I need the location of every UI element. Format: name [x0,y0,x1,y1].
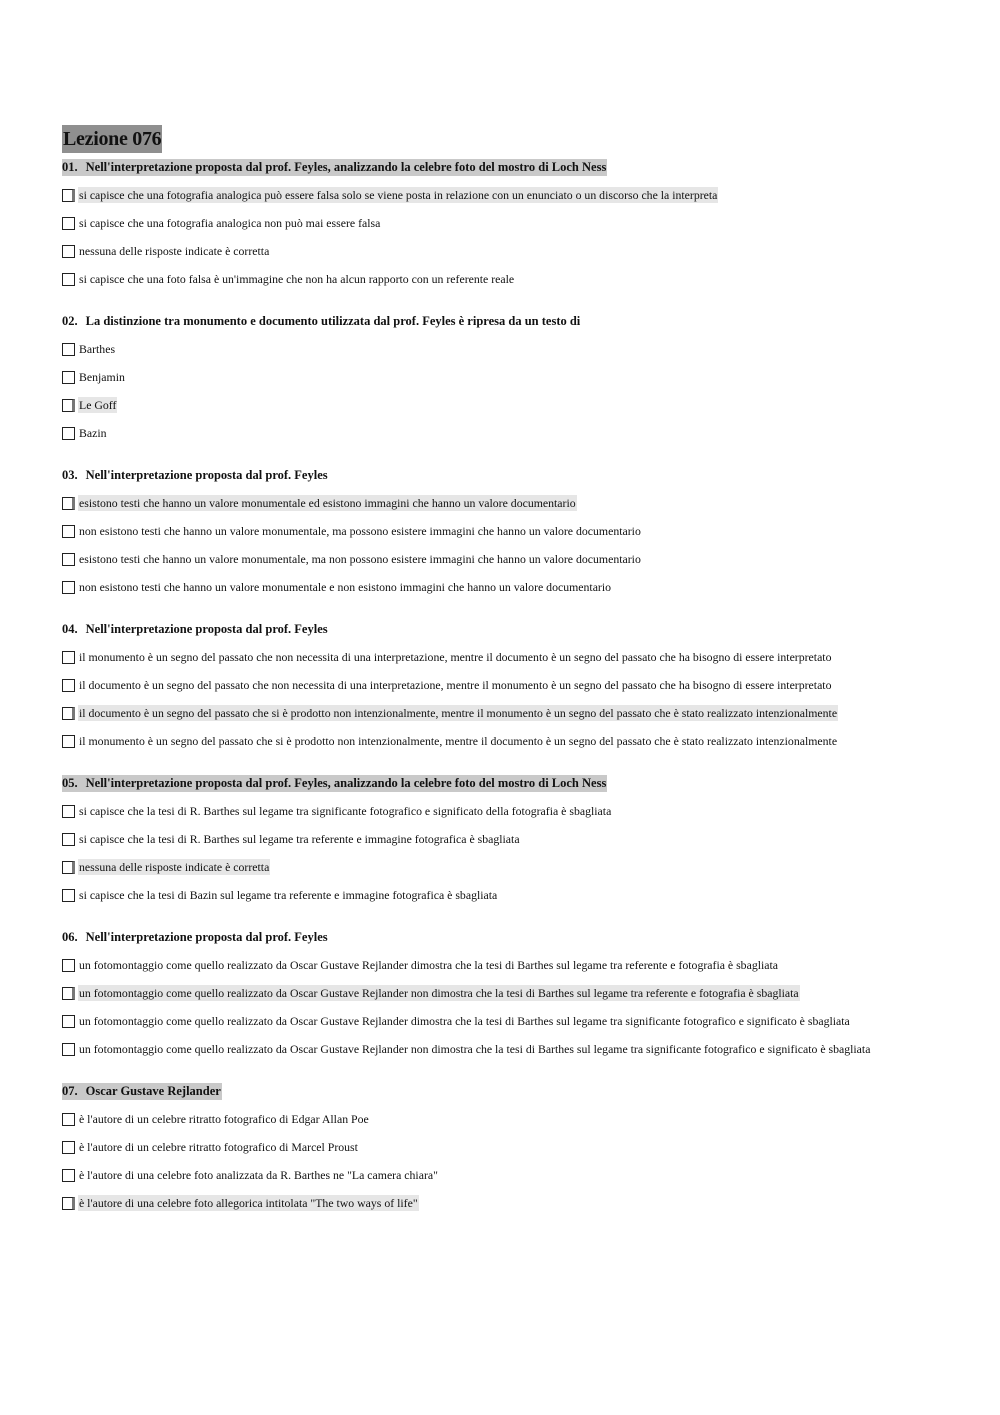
answer-option[interactable] [62,363,962,391]
question-number: 06. [62,930,78,944]
question-block [62,159,962,293]
question-block [62,775,962,909]
answer-checkbox[interactable] [62,245,75,258]
question-text: Nell'interpretazione proposta dal prof. Feyles, analizzando la celebre foto del mostro di Loch Ness [85,160,607,174]
answer-text: è l'autore di un celebre ritratto fotografico di Marcel Proust [79,1140,358,1154]
answer-checkbox[interactable] [62,651,75,664]
answer-checkbox[interactable] [62,1043,75,1056]
question-number: 01. [62,160,78,174]
answer-text: il monumento è un segno del passato che non necessita di una interpretazione, mentre il documento è un segno del passato che ha bisogno di essere interpretato [79,650,832,664]
answer-checkbox[interactable] [62,1197,75,1210]
answer-option[interactable] [62,573,962,601]
question-block [62,467,962,601]
answer-option[interactable] [62,1133,962,1161]
answer-option[interactable] [62,391,962,419]
answer-text: esistono testi che hanno un valore monumentale ed esistono immagini che hanno un valore documentario [79,496,576,510]
answer-option[interactable] [62,237,962,265]
answer-option[interactable] [62,419,962,447]
answer-checkbox[interactable] [62,525,75,538]
answer-text: si capisce che la tesi di R. Barthes sul legame tra significante fotografico e significato della fotografia è sbagliata [79,804,612,818]
answer-checkbox[interactable] [62,959,75,972]
question-heading-text [62,314,580,328]
answer-option[interactable] [62,209,962,237]
question-heading-text [62,622,328,636]
answer-checkbox[interactable] [62,805,75,818]
answer-option[interactable] [62,489,962,517]
question-text: Nell'interpretazione proposta dal prof. Feyles [85,930,328,944]
question-number: 07. [62,1084,78,1098]
question-text: Nell'interpretazione proposta dal prof. Feyles [85,468,328,482]
question-block [62,929,962,1063]
question-heading-text [62,159,607,176]
answer-text: il monumento è un segno del passato che si è prodotto non intenzionalmente, mentre il documento è un segno del passato che è stato realizzato intenzionalmente [79,734,838,748]
answer-text: è l'autore di una celebre foto analizzata da R. Barthes ne "La camera chiara" [79,1168,438,1182]
answer-text: Bazin [79,426,107,440]
question-heading-text [62,1083,222,1100]
answer-checkbox[interactable] [62,987,75,1000]
answer-option[interactable] [62,951,962,979]
answer-option[interactable] [62,727,962,755]
answer-text: il documento è un segno del passato che non necessita di una interpretazione, mentre il monumento è un segno del passato che ha bisogno di essere interpretato [79,678,832,692]
answer-checkbox[interactable] [62,371,75,384]
answer-option[interactable] [62,335,962,363]
question-text: Nell'interpretazione proposta dal prof. Feyles, analizzando la celebre foto del mostro di Loch Ness [85,776,607,790]
answer-option[interactable] [62,671,962,699]
question-number: 02. [62,314,78,328]
question-heading [62,775,962,792]
answer-checkbox[interactable] [62,217,75,230]
answer-checkbox[interactable] [62,497,75,510]
answer-option[interactable] [62,1105,962,1133]
question-block [62,1083,962,1217]
answer-text: non esistono testi che hanno un valore monumentale e non esistono immagini che hanno un valore documentario [79,580,612,594]
answer-option[interactable] [62,265,962,293]
question-list [62,159,962,1217]
question-heading [62,929,962,946]
question-number: 05. [62,776,78,790]
answer-checkbox[interactable] [62,833,75,846]
answer-option[interactable] [62,979,962,1007]
answer-text: esistono testi che hanno un valore monumentale, ma non possono esistere immagini che hanno un valore documentario [79,552,641,566]
answer-text: nessuna delle risposte indicate è corretta [79,860,270,874]
answer-checkbox[interactable] [62,427,75,440]
answer-checkbox[interactable] [62,679,75,692]
answer-text: un fotomontaggio come quello realizzato da Oscar Gustave Rejlander non dimostra che la tesi di Barthes sul legame tra referente e fotografia è sbagliata [79,986,799,1000]
question-text: La distinzione tra monumento e documento utilizzata dal prof. Feyles è ripresa da un testo di [85,314,581,328]
answer-option[interactable] [62,699,962,727]
question-heading-text [62,930,328,944]
answer-text: si capisce che una fotografia analogica può essere falsa solo se viene posta in relazione con un enunciato o un discorso che la interpreta [79,188,718,202]
answer-text: un fotomontaggio come quello realizzato da Oscar Gustave Rejlander dimostra che la tesi di Barthes sul legame tra referente e fotografia è sbagliata [79,958,779,972]
question-number: 04. [62,622,78,636]
question-text: Oscar Gustave Rejlander [85,1084,221,1098]
answer-option[interactable] [62,825,962,853]
answer-checkbox[interactable] [62,1113,75,1126]
question-heading-text [62,468,328,482]
answer-text: si capisce che una foto falsa è un'immagine che non ha alcun rapporto con un referente reale [79,272,515,286]
answer-checkbox[interactable] [62,189,75,202]
answer-option[interactable] [62,797,962,825]
answer-option[interactable] [62,517,962,545]
answer-text: si capisce che la tesi di Bazin sul legame tra referente e immagine fotografica è sbagliata [79,888,498,902]
answer-checkbox[interactable] [62,1169,75,1182]
answer-text: Le Goff [79,398,117,412]
answer-checkbox[interactable] [62,581,75,594]
question-heading [62,467,962,484]
answer-text: Benjamin [79,370,125,384]
answer-text: si capisce che la tesi di R. Barthes sul legame tra referente e immagine fotografica è sbagliata [79,832,520,846]
answer-checkbox[interactable] [62,735,75,748]
question-heading [62,621,962,638]
answer-option[interactable] [62,643,962,671]
answer-text: Barthes [79,342,116,356]
answer-text: è l'autore di un celebre ritratto fotografico di Edgar Allan Poe [79,1112,369,1126]
answer-option[interactable] [62,881,962,909]
question-block [62,313,962,447]
quiz-page [62,125,962,1217]
answer-option[interactable] [62,1161,962,1189]
question-text: Nell'interpretazione proposta dal prof. Feyles [85,622,328,636]
answer-text: il documento è un segno del passato che si è prodotto non intenzionalmente, mentre il monumento è un segno del passato che è stato realizzato intenzionalmente [79,706,838,720]
answer-checkbox[interactable] [62,273,75,286]
answer-checkbox[interactable] [62,1141,75,1154]
question-number: 03. [62,468,78,482]
answer-text: è l'autore di una celebre foto allegorica intitolata "The two ways of life" [79,1196,418,1210]
question-block [62,621,962,755]
answer-option[interactable] [62,853,962,881]
answer-checkbox[interactable] [62,343,75,356]
answer-checkbox[interactable] [62,1015,75,1028]
answer-option[interactable] [62,1035,962,1063]
answer-option[interactable] [62,545,962,573]
lesson-title: Lezione 076 [62,125,162,153]
question-heading [62,159,962,176]
question-heading [62,1083,962,1100]
answer-option[interactable] [62,1189,962,1217]
question-heading [62,313,962,330]
answer-text: nessuna delle risposte indicate è corretta [79,244,270,258]
answer-text: un fotomontaggio come quello realizzato da Oscar Gustave Rejlander dimostra che la tesi di Barthes sul legame tra significante fotografico e significato è sbagliata [79,1014,850,1028]
answer-text: non esistono testi che hanno un valore monumentale, ma possono esistere immagini che hanno un valore documentario [79,524,641,538]
answer-checkbox[interactable] [62,553,75,566]
question-heading-text [62,775,607,792]
answer-option[interactable] [62,1007,962,1035]
answer-option[interactable] [62,181,962,209]
answer-checkbox[interactable] [62,861,75,874]
answer-checkbox[interactable] [62,399,75,412]
answer-text: un fotomontaggio come quello realizzato da Oscar Gustave Rejlander non dimostra che la tesi di Barthes sul legame tra significante fotografico e significato è sbagliata [79,1042,871,1056]
answer-checkbox[interactable] [62,889,75,902]
answer-text: si capisce che una fotografia analogica non può mai essere falsa [79,216,381,230]
answer-checkbox[interactable] [62,707,75,720]
